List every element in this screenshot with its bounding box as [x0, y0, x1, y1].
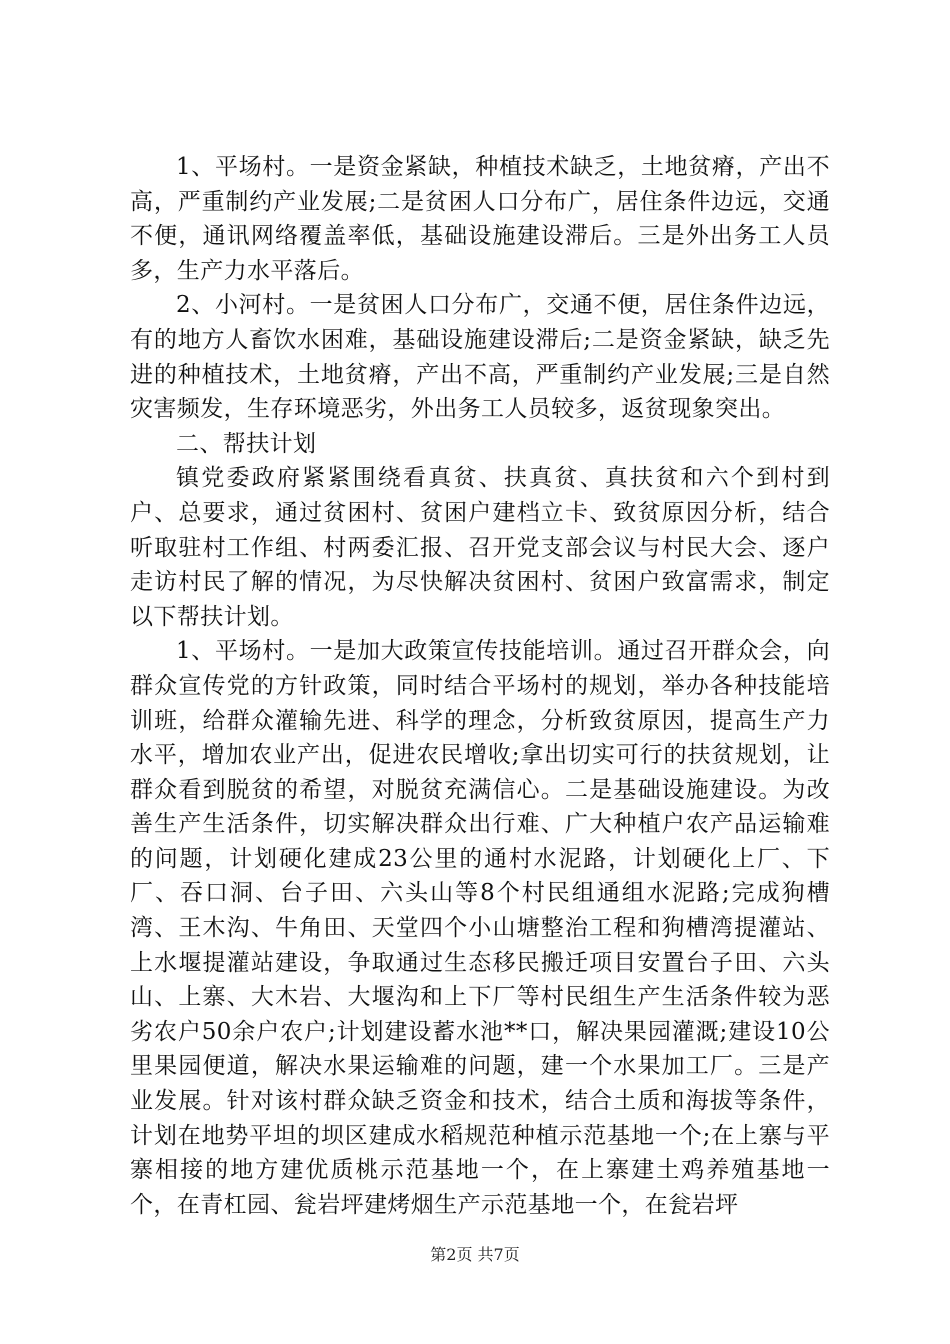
page-footer: 第2页 共7页	[430, 1245, 520, 1264]
paragraph-xiaohe-problems: 2、小河村。一是贫困人口分布广，交通不便，居住条件边远，有的地方人畜饮水困难，基础设施建设滞后;二是资金紧缺，缺乏先进的种植技术，土地贫瘠，产出不高，严重制约产业发展;三是自然灾害频发，生存环境恶劣，外出务工人员较多，返贫现象突出。	[130, 292, 830, 423]
paragraph-pingchang-problems: 1、平场村。一是资金紧缺，种植技术缺乏，土地贫瘠，产出不高，严重制约产业发展;二是贫困人口分布广，居住条件边远，交通不便，通讯网络覆盖率低，基础设施建设滞后。三是外出务工人员多，生产力水平落后。	[130, 154, 830, 284]
document-body	[130, 150, 830, 1222]
paragraph-pingchang-plan: 1、平场村。一是加大政策宣传技能培训。通过召开群众会，向群众宣传党的方针政策，同时结合平场村的规划，举办各种技能培训班，给群众灌输先进、科学的理念，分析致贫原因，提高生产力水平，增加农业产出，促进农民增收;拿出切实可行的扶贫规划，让群众看到脱贫的希望，对脱贫充满信心。二是基础设施建设。为改善生产生活条件，切实解决群众出行难、广大种植户农产品运输难的问题，计划硬化建成23公里的通村水泥路，计划硬化上厂、下厂、吞口洞、台子田、六头山等8个村民组通组水泥路;完成狗槽湾、王木沟、牛角田、天堂四个小山塘整治工程和狗槽湾提灌站、上水堰提灌站建设，争取通过生态移民搬迁项目安置台子田、六头山、上寨、大木岩、大堰沟和上下厂等村民组生产生活条件较为恶劣农户50余户农户;计划建设蓄水池**口，解决果园灌溉;建设10公里果园便道，解决水果运输难的问题，建一个水果加工厂。三是产业发展。针对该村群众缺乏资金和技术，结合土质和海拔等条件，计划在地势平坦的坝区建成水稻规范种植示范基地一个;在上寨与平寨相接的地方建优质桃示范基地一个，在上寨建土鸡养殖基地一个，在青杠园、瓮岩坪建烤烟生产示范基地一个，在瓮岩坪	[130, 638, 830, 1218]
paragraph-plan-intro: 镇党委政府紧紧围绕看真贫、扶真贫、真扶贫和六个到村到户、总要求，通过贫困村、贫困户建档立卡、致贫原因分析，结合听取驻村工作组、村两委汇报、召开党支部会议与村民大会、逐户走访村民了解的情况，为尽快解决贫困村、贫困户致富需求，制定以下帮扶计划。	[130, 465, 830, 630]
section-heading-assistance-plan: 二、帮扶计划	[176, 430, 317, 457]
